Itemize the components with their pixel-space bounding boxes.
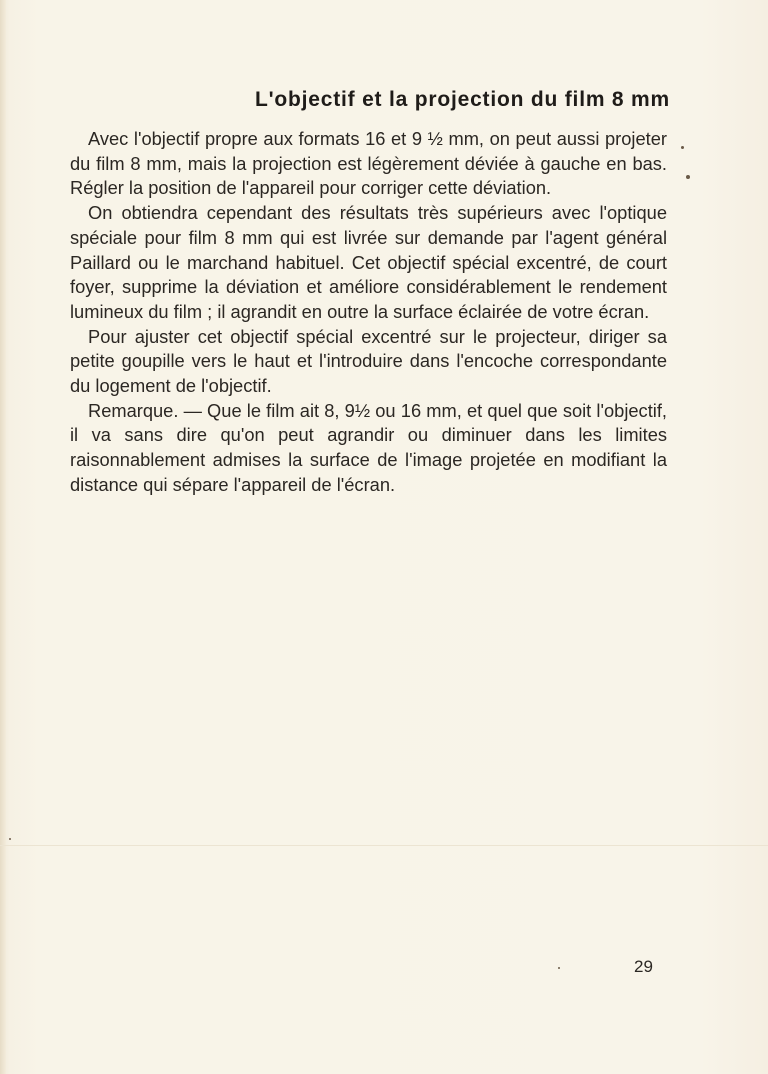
paragraph: Remarque. — Que le film ait 8, 9½ ou 16 mm, et quel que soit l'objectif, il va sans dire qu'on peut agrandir ou diminuer dans les limites raisonnablement admises la surface de l'image projetée en modifiant la distance qui sépare l'appareil de l'écran. xyxy=(70,399,667,495)
page-spine-shadow xyxy=(0,0,6,1074)
paragraph: Pour ajuster cet objectif spécial excentré sur le projecteur, diriger sa petite goupille vers le haut et l'introduire dans l'encoche correspondante du logement de l'objectif. xyxy=(70,325,667,397)
paper-speck xyxy=(686,175,690,179)
paper-speck xyxy=(558,967,560,969)
paper-speck xyxy=(681,146,684,149)
page-crease xyxy=(0,845,768,846)
paragraph: On obtiendra cependant des résultats très supérieurs avec l'optique spéciale pour film 8 mm qui est livrée sur demande par l'agent général Paillard ou le marchand habituel. Cet objectif spécial excentré, de court foyer, supprime la déviation et améliore considérablement le rendement lumineux du film ; il agrandit en outre la surface éclairée de votre écran. xyxy=(70,202,667,322)
paragraph: Avec l'objectif propre aux formats 16 et 9 ½ mm, on peut aussi projeter du film 8 mm, mais la projection est légèrement déviée à gauche en bas. Régler la position de l'appareil pour corriger cette déviation. xyxy=(70,128,667,199)
body-text xyxy=(70,127,667,498)
page-title: L'objectif et la projection du film 8 mm xyxy=(254,88,670,111)
page-number: 29 xyxy=(634,957,653,976)
paper-speck xyxy=(9,838,11,840)
